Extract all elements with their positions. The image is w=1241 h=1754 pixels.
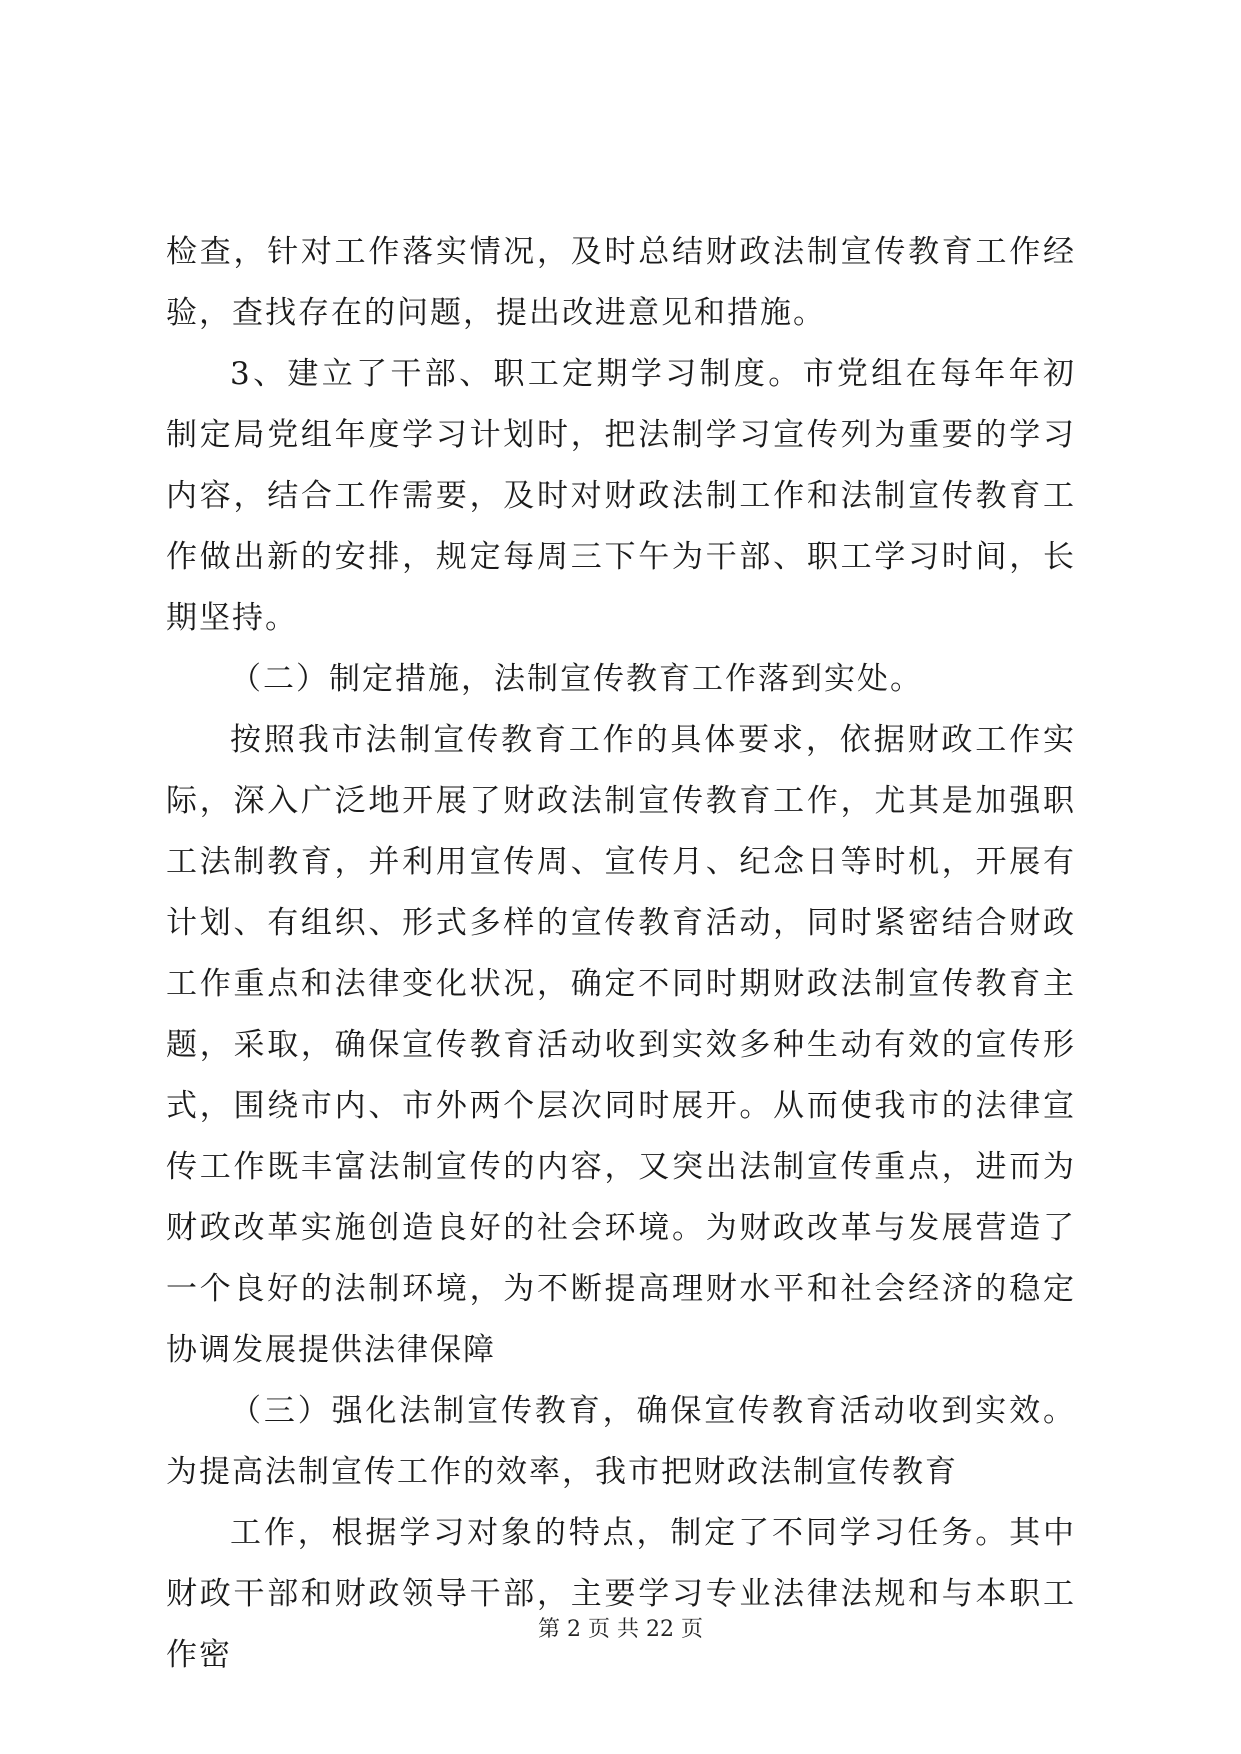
document-body [166, 222, 1076, 1686]
paragraph-4: 按照我市法制宣传教育工作的具体要求，依据财政工作实际，深入广泛地开展了财政法制宣传教育工作，尤其是加强职工法制教育，并利用宣传周、宣传月、纪念日等时机，开展有计划、有组织、形式多样的宣传教育活动，同时紧密结合财政工作重点和法律变化状况，确定不同时期财政法制宣传教育主题，采取，确保宣传教育活动收到实效多种生动有效的宣传形式，围绕市内、市外两个层次同时展开。从而使我市的法律宣传工作既丰富法制宣传的内容，又突出法制宣传重点，进而为财政改革实施创造良好的社会环境。为财政改革与发展营造了一个良好的法制环境，为不断提高理财水平和社会经济的稳定协调发展提供法律保障 [166, 722, 1076, 1368]
paragraph-3-heading: （二）制定措施，法制宣传教育工作落到实处。 [230, 661, 923, 697]
paragraph-2: 3、建立了干部、职工定期学习制度。市党组在每年年初制定局党组年度学习计划时，把法制学习宣传列为重要的学习内容，结合工作需要，及时对财政法制工作和法制宣传教育工作做出新的安排，规定每周三下午为干部、职工学习时间，长期坚持。 [166, 356, 1076, 636]
paragraph-1: 检查，针对工作落实情况，及时总结财政法制宣传教育工作经验，查找存在的问题，提出改进意见和措施。 [166, 234, 1076, 331]
page-number-footer: 第 2 页 共 22 页 [538, 1617, 703, 1642]
paragraph-6: 工作，根据学习对象的特点，制定了不同学习任务。其中财政干部和财政领导干部，主要学习专业法律法规和与本职工作密 [166, 1515, 1076, 1673]
paragraph-5-heading: （三）强化法制宣传教育，确保宣传教育活动收到实效。为提高法制宣传工作的效率，我市把财政法制宣传教育 [166, 1393, 1076, 1490]
